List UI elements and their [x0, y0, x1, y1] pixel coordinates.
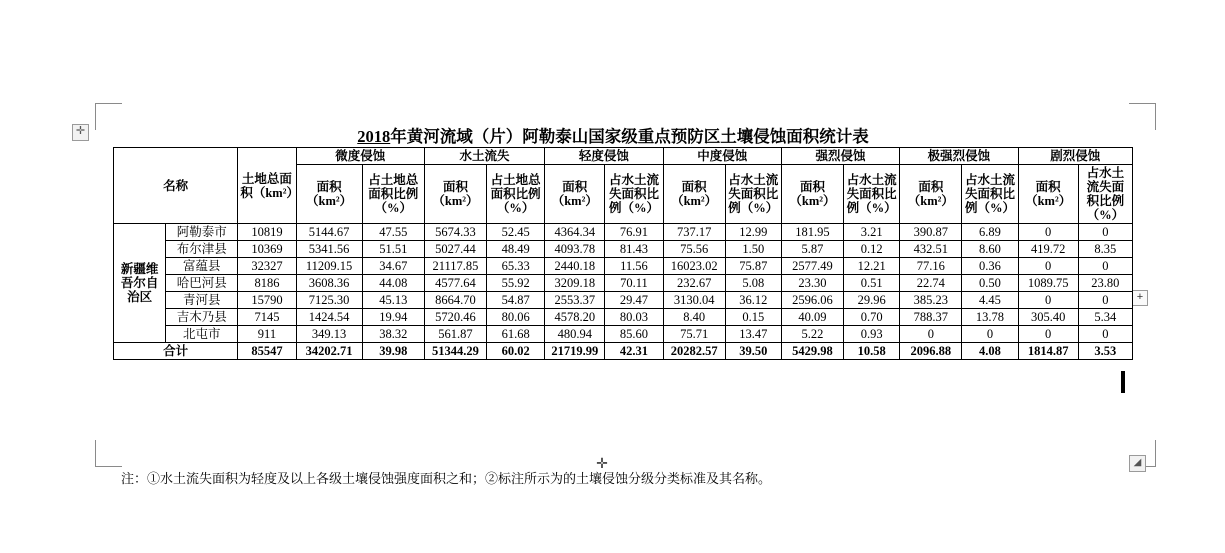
data-cell: 4.45 — [962, 292, 1018, 309]
data-cell: 0 — [1078, 258, 1132, 275]
data-cell: 3.21 — [844, 224, 900, 241]
data-cell: 0 — [962, 326, 1018, 343]
data-cell: 0.15 — [725, 309, 781, 326]
total-data-cell: 34202.71 — [296, 343, 362, 360]
subheader-intense-area: 面积（km²） — [781, 165, 843, 224]
county-name-cell: 青河县 — [166, 292, 238, 309]
data-cell: 8.35 — [1078, 241, 1132, 258]
data-cell: 432.51 — [900, 241, 962, 258]
data-cell: 4364.34 — [545, 224, 605, 241]
data-cell: 10819 — [238, 224, 296, 241]
data-cell: 48.49 — [487, 241, 545, 258]
data-cell: 12.99 — [725, 224, 781, 241]
county-name-cell: 阿勒泰市 — [166, 224, 238, 241]
data-cell: 45.13 — [362, 292, 424, 309]
data-cell: 0.36 — [962, 258, 1018, 275]
subheader-very-intense-ratio: 占水土流失面积比例（%） — [962, 165, 1018, 224]
total-data-cell: 39.50 — [725, 343, 781, 360]
data-cell: 36.12 — [725, 292, 781, 309]
data-cell: 2553.37 — [545, 292, 605, 309]
data-cell: 0.93 — [844, 326, 900, 343]
total-data-cell: 10.58 — [844, 343, 900, 360]
subheader-loss-area: 面积（km²） — [424, 165, 486, 224]
header-group-intense-erosion: 强烈侵蚀 — [781, 148, 899, 165]
total-data-cell: 21719.99 — [545, 343, 605, 360]
subheader-very-intense-area: 面积（km²） — [900, 165, 962, 224]
data-cell: 15790 — [238, 292, 296, 309]
total-data-cell: 39.98 — [362, 343, 424, 360]
header-group-light-erosion: 轻度侵蚀 — [545, 148, 663, 165]
data-cell: 3130.04 — [663, 292, 725, 309]
data-cell: 76.91 — [605, 224, 663, 241]
data-cell: 6.89 — [962, 224, 1018, 241]
data-cell: 22.74 — [900, 275, 962, 292]
data-cell: 29.96 — [844, 292, 900, 309]
county-name-cell: 哈巴河县 — [166, 275, 238, 292]
data-cell: 1424.54 — [296, 309, 362, 326]
data-cell: 34.67 — [362, 258, 424, 275]
data-cell: 51.51 — [362, 241, 424, 258]
data-cell: 5341.56 — [296, 241, 362, 258]
data-cell: 5.34 — [1078, 309, 1132, 326]
data-cell: 737.17 — [663, 224, 725, 241]
title-year: 2018 — [357, 127, 391, 146]
data-cell: 85.60 — [605, 326, 663, 343]
table-row — [114, 326, 1133, 343]
data-cell: 75.56 — [663, 241, 725, 258]
subheader-loss-ratio: 占土地总面积比例（%） — [487, 165, 545, 224]
row-selection-marker — [1121, 371, 1125, 393]
data-cell: 8664.70 — [424, 292, 486, 309]
data-cell: 232.67 — [663, 275, 725, 292]
data-cell: 561.87 — [424, 326, 486, 343]
data-cell: 0 — [1018, 258, 1078, 275]
data-cell: 75.87 — [725, 258, 781, 275]
data-cell: 0.70 — [844, 309, 900, 326]
subheader-slight-ratio: 占土地总面积比例（%） — [362, 165, 424, 224]
total-data-cell: 2096.88 — [900, 343, 962, 360]
data-cell: 390.87 — [900, 224, 962, 241]
total-data-cell: 20282.57 — [663, 343, 725, 360]
page-corner-mark-bottom-left — [95, 440, 122, 467]
data-cell: 10369 — [238, 241, 296, 258]
data-cell: 305.40 — [1018, 309, 1078, 326]
data-cell: 40.09 — [781, 309, 843, 326]
table-row — [114, 309, 1133, 326]
data-cell: 7145 — [238, 309, 296, 326]
data-cell: 13.78 — [962, 309, 1018, 326]
table-header-row-groups — [114, 148, 1133, 165]
data-cell: 44.08 — [362, 275, 424, 292]
page-title — [113, 123, 1113, 147]
data-cell: 385.23 — [900, 292, 962, 309]
table-body — [114, 224, 1133, 360]
region-label-cell: 新疆维吾尔自治区 — [114, 224, 166, 343]
data-cell: 5144.67 — [296, 224, 362, 241]
data-cell: 419.72 — [1018, 241, 1078, 258]
data-cell: 32327 — [238, 258, 296, 275]
header-group-soil-water-loss: 水土流失 — [424, 148, 544, 165]
subheader-severe-ratio: 占水土流失面积比例（%） — [1078, 165, 1132, 224]
data-cell: 0 — [1018, 326, 1078, 343]
data-cell: 65.33 — [487, 258, 545, 275]
data-cell: 75.71 — [663, 326, 725, 343]
subheader-severe-area: 面积（km²） — [1018, 165, 1078, 224]
header-name: 名称 — [114, 148, 238, 224]
data-cell: 5.87 — [781, 241, 843, 258]
total-data-cell: 60.02 — [487, 343, 545, 360]
data-cell: 480.94 — [545, 326, 605, 343]
data-cell: 38.32 — [362, 326, 424, 343]
data-cell: 0 — [1078, 326, 1132, 343]
data-cell: 52.45 — [487, 224, 545, 241]
table-move-handle-icon[interactable]: ✛ — [72, 124, 89, 141]
table-row — [114, 275, 1133, 292]
data-cell: 3209.18 — [545, 275, 605, 292]
total-data-cell: 4.08 — [962, 343, 1018, 360]
data-cell: 81.43 — [605, 241, 663, 258]
data-cell: 1089.75 — [1018, 275, 1078, 292]
subheader-moderate-area: 面积（km²） — [663, 165, 725, 224]
data-cell: 11209.15 — [296, 258, 362, 275]
page-corner-mark-top-right — [1129, 103, 1156, 130]
total-data-cell: 42.31 — [605, 343, 663, 360]
total-data-cell: 1814.87 — [1018, 343, 1078, 360]
data-cell: 21117.85 — [424, 258, 486, 275]
data-cell: 5.22 — [781, 326, 843, 343]
table-note: 注：①水土流失面积为轻度及以上各级土壤侵蚀强度面积之和；②标注所示为的土壤侵蚀分级分类标准及其名称。 — [121, 471, 772, 486]
table-row — [114, 241, 1133, 258]
header-group-very-intense-erosion: 极强烈侵蚀 — [900, 148, 1018, 165]
data-cell: 5.08 — [725, 275, 781, 292]
data-cell: 7125.30 — [296, 292, 362, 309]
add-row-button[interactable]: + — [1132, 290, 1148, 306]
data-cell: 2440.18 — [545, 258, 605, 275]
data-cell: 80.06 — [487, 309, 545, 326]
data-cell: 11.56 — [605, 258, 663, 275]
data-cell: 3608.36 — [296, 275, 362, 292]
data-cell: 4093.78 — [545, 241, 605, 258]
subheader-moderate-ratio: 占水土流失面积比例（%） — [725, 165, 781, 224]
data-cell: 8.40 — [663, 309, 725, 326]
data-cell: 23.80 — [1078, 275, 1132, 292]
data-cell: 47.55 — [362, 224, 424, 241]
table-row — [114, 292, 1133, 309]
data-cell: 1.50 — [725, 241, 781, 258]
cursor-icon: ✛ — [596, 455, 608, 471]
data-cell: 0.12 — [844, 241, 900, 258]
data-cell: 61.68 — [487, 326, 545, 343]
subheader-intense-ratio: 占水土流失面积比例（%） — [844, 165, 900, 224]
data-cell: 0.50 — [962, 275, 1018, 292]
table-resize-handle-icon[interactable]: ◢ — [1129, 455, 1146, 472]
total-data-cell: 3.53 — [1078, 343, 1132, 360]
data-cell: 55.92 — [487, 275, 545, 292]
data-cell: 77.16 — [900, 258, 962, 275]
title-text: 年黄河流域（片）阿勒泰山国家级重点预防区土壤侵蚀面积统计表 — [390, 127, 869, 146]
county-name-cell: 布尔津县 — [166, 241, 238, 258]
county-name-cell: 北屯市 — [166, 326, 238, 343]
data-cell: 911 — [238, 326, 296, 343]
erosion-statistics-table — [113, 147, 1133, 360]
data-cell: 2577.49 — [781, 258, 843, 275]
data-cell: 5674.33 — [424, 224, 486, 241]
data-cell: 19.94 — [362, 309, 424, 326]
county-name-cell: 富蕴县 — [166, 258, 238, 275]
data-cell: 16023.02 — [663, 258, 725, 275]
data-cell: 5720.46 — [424, 309, 486, 326]
data-cell: 8.60 — [962, 241, 1018, 258]
data-cell: 0 — [900, 326, 962, 343]
data-cell: 0.51 — [844, 275, 900, 292]
data-cell: 0 — [1018, 224, 1078, 241]
data-cell: 0 — [1018, 292, 1078, 309]
data-cell: 788.37 — [900, 309, 962, 326]
total-data-cell: 5429.98 — [781, 343, 843, 360]
data-cell: 54.87 — [487, 292, 545, 309]
total-label-cell: 合计 — [114, 343, 238, 360]
data-cell: 4578.20 — [545, 309, 605, 326]
data-cell: 181.95 — [781, 224, 843, 241]
header-group-severe-erosion: 剧烈侵蚀 — [1018, 148, 1132, 165]
subheader-light-ratio: 占水土流失面积比例（%） — [605, 165, 663, 224]
data-cell: 0 — [1078, 292, 1132, 309]
total-data-cell: 51344.29 — [424, 343, 486, 360]
data-cell: 29.47 — [605, 292, 663, 309]
header-land-total: 土地总面积（km²） — [238, 148, 296, 224]
data-cell: 8186 — [238, 275, 296, 292]
data-cell: 12.21 — [844, 258, 900, 275]
data-cell: 23.30 — [781, 275, 843, 292]
header-group-moderate-erosion: 中度侵蚀 — [663, 148, 781, 165]
data-cell: 5027.44 — [424, 241, 486, 258]
county-name-cell: 吉木乃县 — [166, 309, 238, 326]
data-cell: 80.03 — [605, 309, 663, 326]
table-row — [114, 258, 1133, 275]
subheader-light-area: 面积（km²） — [545, 165, 605, 224]
table-row — [114, 224, 1133, 241]
data-cell: 70.11 — [605, 275, 663, 292]
total-data-cell: 85547 — [238, 343, 296, 360]
data-cell: 2596.06 — [781, 292, 843, 309]
table-total-row — [114, 343, 1133, 360]
data-cell: 4577.64 — [424, 275, 486, 292]
header-group-slight-erosion: 微度侵蚀 — [296, 148, 424, 165]
subheader-slight-area: 面积（km²） — [296, 165, 362, 224]
data-cell: 349.13 — [296, 326, 362, 343]
data-cell: 13.47 — [725, 326, 781, 343]
data-cell: 0 — [1078, 224, 1132, 241]
